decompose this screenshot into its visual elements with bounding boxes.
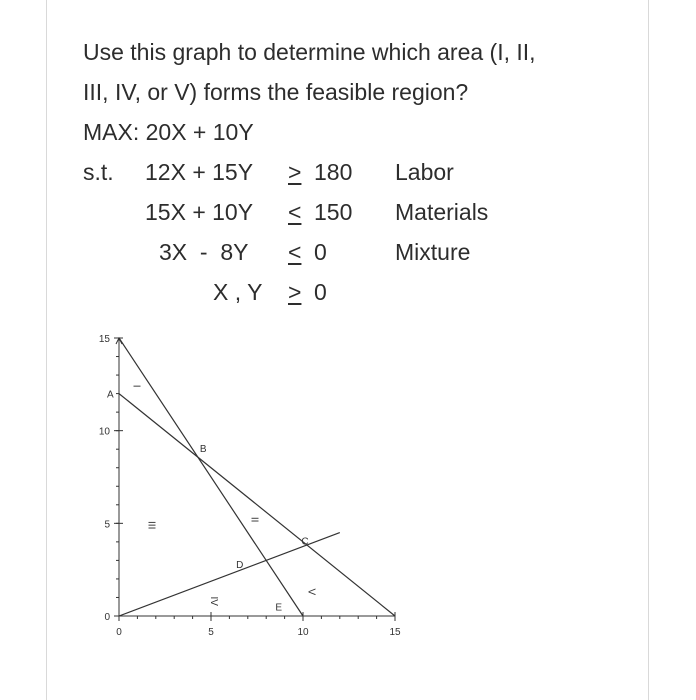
constraint-rhs: 0 (314, 279, 327, 305)
y-tick-label: 0 (104, 612, 110, 623)
y-tick-label: 15 (98, 334, 110, 345)
constraint-lhs: 15X + 10Y (145, 199, 254, 225)
region-label-iv: IV (208, 596, 219, 606)
constraint-label: Labor (395, 159, 454, 185)
x-tick-label: 15 (389, 627, 401, 638)
constraint-label: Materials (395, 199, 489, 225)
constraint-lhs: X , Y (213, 279, 263, 305)
point-label-d: D (236, 560, 244, 572)
x-tick-label: 0 (116, 627, 122, 638)
feasible-region-chart (82, 318, 412, 648)
objective-function: MAX: 20X + 10Y (83, 119, 254, 145)
question-line-2: III, IV, or V) forms the feasible region? (83, 79, 469, 105)
constraint-line-labor (119, 394, 395, 616)
y-tick-label: 10 (98, 426, 110, 438)
constraint-operator: > (288, 159, 302, 185)
point-label-e: E (275, 602, 283, 614)
x-tick-label: 10 (297, 627, 309, 638)
region-label-v: V (305, 588, 317, 596)
question-line-1: Use this graph to determine which area (I, II, (83, 39, 536, 65)
constraint-operator: < (288, 199, 302, 225)
constraint-lhs: 12X + 15Y (145, 159, 254, 185)
constraint-line-materials (119, 338, 303, 616)
constraint-operator: > (288, 279, 302, 305)
constraint-rhs: 180 (314, 159, 353, 185)
constraint-rhs: 150 (314, 199, 353, 225)
point-label-a: A (107, 389, 114, 401)
point-label-b: B (199, 444, 207, 456)
st-prefix: s.t. (83, 159, 114, 185)
constraint-label: Mixture (395, 239, 471, 265)
region-label-iii: III (145, 521, 157, 530)
constraint-rhs: 0 (314, 239, 327, 265)
question-block (83, 32, 623, 312)
constraint-row-labor (83, 152, 623, 192)
constraint-row-materials (83, 192, 623, 232)
y-tick-label: 5 (104, 519, 110, 531)
constraint-row-nonnegativity (83, 272, 623, 312)
constraint-row-mixture (83, 232, 623, 272)
region-label-i: I (130, 384, 142, 388)
chart-svg (82, 318, 412, 648)
region-label-ii: II (248, 516, 260, 523)
x-tick-label: 5 (208, 627, 214, 638)
constraint-lhs: 3X - 8Y (159, 239, 249, 265)
constraint-operator: < (288, 239, 302, 265)
point-label-c: C (301, 536, 309, 548)
